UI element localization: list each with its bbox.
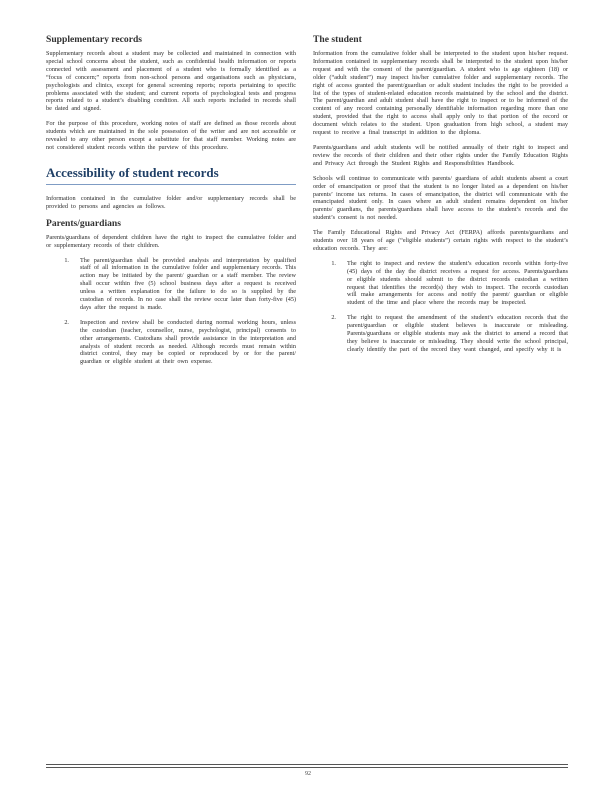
parents-rights-list [46, 257, 296, 367]
footer-divider [46, 764, 568, 765]
ferpa-paragraph: The Family Educational Rights and Privacy Act (FERPA) affords parents/guardians and students over 18 years of age (“eligible students”) certain rights with respect to the student’s education records. They are: [313, 229, 568, 252]
accessibility-paragraph: Information contained in the cumulative folder and/or supplementary records shall be provided to persons and agencies as follows. [46, 194, 296, 210]
student-paragraph-1: Information from the cumulative folder shall be interpreted to the student upon his/her request. Information contained in supplementary records shall be interpreted to the student upon his/her request and with the consent of the parent/guardian. A student who is age eighteen (18) or older (“adult student”) may inspect his/her cumulative folder and supplementary records. The right of access granted the parent/guardian or adult student includes the right to be provided a list of the types of student-related education records maintained by the school and the district. The parent/guardian and adult student shall have the right to inspect or to be informed of the content of any record containing personally identifiable information regarding more than one student, provided that the right to access shall apply only to that portion of the record or document which relates to the student. Upon graduation from high school, a student may request to receive a final transcript in addition to the diploma. [313, 50, 568, 137]
list-item: 2. Inspection and review shall be conducted during normal working hours, unless the custodian (teacher, counsellor, nurse, psychologist, principal) consents to other arrangements. Custodians shall provide assistance in the interpretation and analysis of student records as needed. Although records must remain within district control, they may be copied or reproduced by or for the parent/ guardian or eligible student at their own expense. [72, 319, 296, 366]
page-number: 92 [305, 771, 311, 777]
supplementary-records-paragraph-1: Supplementary records about a student may be collected and maintained in connection with special school concerns about the student, such as confidential health information or reports connected with assessment and placement of a student who is formally identified as a “focus of concern;” reports from non-school persons and organisations such as physicians, psychologists and clinics, except for general screening reports; reports pertaining to specific problems associated with the student; and current reports of psychological tests and progress reports related to a student’s disabling condition. All such reports included in records shall be dated and signed. [46, 50, 296, 113]
footer-divider [46, 767, 568, 768]
parents-guardians-heading: Parents/guardians [46, 217, 121, 229]
right-column [313, 34, 568, 361]
supplementary-records-paragraph-2: For the purpose of this procedure, working notes of staff are defined as those records about students which are maintained in the sole possession of the writer and are not accessible or revealed to any other person except a substitute for that staff member. Working notes are not considered student records within the purview of this procedure. [46, 120, 296, 151]
heading-divider [46, 184, 296, 185]
list-item: 2. The right to request the amendment of the student’s education records that the parent/guardian or eligible student believes is inaccurate or misleading. Parents/guardians or eligible students may ask the district to amend a record that they believe is inaccurate or misleading. They should write the school principal, clearly identify the part of the record they want changed, and specify why it is [339, 314, 568, 354]
accessibility-heading: Accessibility of student records [46, 164, 219, 180]
ferpa-rights-list [313, 260, 568, 354]
list-item: 1. The parent/guardian shall be provided analysis and interpretation by qualified staff of all information in the cumulative folder and supplementary records. This action may be initiated by the parent/ guardian or a staff member. The review shall occur within five (5) school business days after a request is received unless a written explanation for the failure to do so is supplied by the custodian of records. In no case shall the review occur later than forty-five (45) days after the request is made. [72, 257, 296, 312]
student-paragraph-2: Parents/guardians and adult students will be notified annually of their right to inspect and review the records of their children and their other rights under the Family Education Rights and Privacy Act through the Student Rights and Responsibilities Handbook. [313, 143, 568, 167]
student-paragraph-3: Schools will continue to communicate with parents/ guardians of adult students absent a court order of emancipation or proof that the student is no longer listed as a dependent on his/her parents’ income tax returns. In cases of emancipation, the district will communicate with the emancipated student only. In cases where an adult student remains dependent on his/her parents/ guardians, the parents/guardians shall have access to the student’s records and the student’s consent is not needed. [313, 174, 568, 222]
supplementary-records-heading: Supplementary records [46, 34, 143, 45]
parents-guardians-paragraph: Parents/guardians of dependent children have the right to inspect the cumulative folder and or supplementary records of their children. [46, 233, 296, 249]
left-column [46, 34, 296, 373]
list-item: 1. The right to inspect and review the student’s education records within forty-five (45) days of the day the district receives a request for access. Parents/guardians or eligible students should submit to the district records custodian a written request that identifies the record(s) they wish to inspect. The records custodian will make arrangements for access and notify the parent/ guardian or eligible student of the time and place where the records may be inspected. [339, 260, 568, 307]
the-student-heading: The student [313, 34, 362, 45]
